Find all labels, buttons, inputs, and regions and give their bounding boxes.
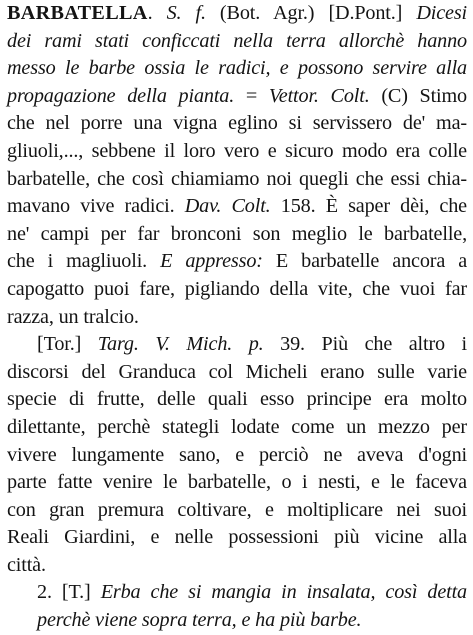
entry-line <box>7 469 467 497</box>
entry-line <box>7 386 467 414</box>
entry-line <box>7 579 467 607</box>
italic-text: Targ. V. Mich. p. <box>97 333 264 356</box>
roman-text: che nel porre una vigna eglino si servissero de' ma- <box>7 112 467 135</box>
roman-text: città. <box>7 553 46 576</box>
entry-line <box>7 524 467 552</box>
entry-line <box>7 28 467 56</box>
roman-text: capogatto puoi fare, pigliando della vite, che vuoi far <box>7 277 467 300</box>
roman-text: [Tor.] <box>37 333 98 356</box>
roman-text: che i magliuoli. <box>7 250 161 273</box>
roman-text: mavano vive radici. <box>7 195 185 218</box>
roman-text: con gran premura coltivare, e moltiplicare nei suoi <box>7 498 467 521</box>
italic-text: propagazione della pianta. <box>7 84 235 107</box>
roman-text: gliuoli,..., sebbene il loro vero e sicuro modo era colle <box>7 139 467 162</box>
italic-text: E appresso: <box>160 250 263 273</box>
roman-text: 39. Più che altro i <box>263 333 468 356</box>
entry-line <box>7 193 467 221</box>
roman-text: dilettante, perchè stategli lodate come un mezzo per <box>7 415 467 438</box>
dictionary-entry <box>7 0 467 635</box>
entry-line <box>7 0 467 28</box>
roman-text: 158. È saper dèi, che <box>270 195 467 218</box>
entry-line <box>7 166 467 194</box>
italic-text: messo le barbe ossia le radici, e possono servire alla <box>7 57 467 80</box>
italic-text: Erba che si mangia in insalata, così detta <box>100 581 468 604</box>
roman-text: parte fatte venire le barbatelle, o i nesti, e le faceva <box>7 471 467 494</box>
entry-line <box>7 497 467 525</box>
entry-line <box>7 442 467 470</box>
italic-text: Vettor. Colt. <box>268 84 370 107</box>
entry-line <box>7 331 467 359</box>
roman-text: specie di frutte, delle quali esso principe era molto <box>7 388 467 411</box>
entry-line <box>7 138 467 166</box>
entry-line <box>7 414 467 442</box>
entry-line <box>7 221 467 249</box>
entry-line <box>7 110 467 138</box>
roman-text: E barbatelle ancora a <box>262 250 468 273</box>
entry-line <box>7 83 467 111</box>
roman-text: 2. [T.] <box>37 581 101 604</box>
italic-text: perchè viene sopra terra, e ha più barbe. <box>37 609 362 632</box>
italic-text: dei rami stati conficcati nella terra allorchè hanno <box>7 29 467 52</box>
headword: BARBATELLA <box>7 2 148 24</box>
roman-text: Reali Giardini, e nelle possessioni più vicine alla <box>7 526 467 549</box>
roman-text: = <box>234 84 269 107</box>
roman-text: razza, un tralcio. <box>7 305 139 328</box>
roman-text: vivere lungamente sano, e perciò ne aveva d'ogni <box>7 443 467 466</box>
roman-text: (Bot. Agr.) [D.Pont.] <box>205 2 417 24</box>
entry-line <box>7 304 467 332</box>
entry-line <box>7 552 467 580</box>
roman-text: ne' campi per far bronconi son meglio le barbatelle, <box>7 222 467 245</box>
entry-line <box>7 55 467 83</box>
roman-text: . <box>147 2 167 24</box>
roman-text: (C) Stimo <box>369 84 468 107</box>
italic-text: Dav. Colt. <box>184 195 271 218</box>
italic-text: Dicesi <box>416 2 467 24</box>
roman-text: discorsi del Granduca col Micheli erano sulle varie <box>7 360 467 383</box>
entry-line <box>7 276 467 304</box>
entry-line <box>7 359 467 387</box>
italic-text: S. f. <box>166 2 206 24</box>
entry-line <box>7 607 467 635</box>
roman-text: barbatelle, che così chiamiamo noi quegli che essi chia- <box>7 167 467 190</box>
entry-line <box>7 248 467 276</box>
